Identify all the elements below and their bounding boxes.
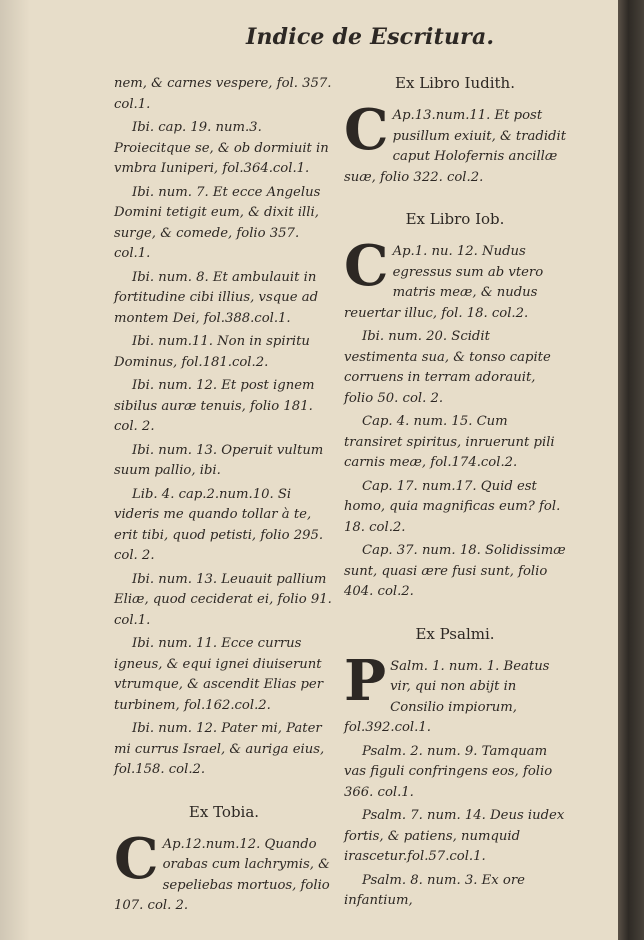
entry-text: Salm. 1. num. 1. Beatus vir, qui non abijt in Consilio impiorum, fol.392.col.1. bbox=[344, 658, 550, 735]
index-entry: nem, & carnes vespere, fol. 357. col.1. bbox=[114, 76, 332, 112]
drop-cap: C bbox=[114, 825, 159, 892]
index-entry: Ibi. num.11. Non in spiritu Dominus, fol.181.col.2. bbox=[114, 334, 310, 370]
index-entry-lead bbox=[344, 233, 566, 324]
index-entry: Ibi. num. 7. Et ecce Angelus Domini tetigit eum, & dixit illi, surge, & comede, folio 357. col.1. bbox=[114, 184, 321, 261]
index-entry: Psalm. 7. num. 14. Deus iudex fortis, & patiens, numquid irascetur.fol.57.col.1. bbox=[344, 808, 565, 864]
drop-cap: P bbox=[344, 647, 387, 714]
index-entry: Cap. 17. num.17. Quid est homo, quia magnificas eum? fol. 18. col.2. bbox=[344, 478, 561, 535]
index-entry-lead bbox=[114, 825, 334, 917]
index-entry: Cap. 37. num. 18. Solidissimæ sunt, quasi ære fusi sunt, folio 404. col.2. bbox=[344, 543, 566, 599]
right-column bbox=[344, 74, 566, 915]
index-entry: Ibi. num. 13. Operuit vultum suum pallio, ibi. bbox=[114, 442, 324, 478]
entry-text: Ap.13.num.11. Et post pusillum exiuit, & tradidit caput Holofernis ancillæ suæ, folio 322. col.2. bbox=[344, 108, 566, 185]
index-entry: Psalm. 2. num. 9. Tamquam vas figuli confringens eos, folio 366. col.1. bbox=[344, 743, 553, 800]
index-entry: Ibi. cap. 19. num.3. Proiecitque se, & ob dormiuit in vmbra Iuniperi, fol.364.col.1. bbox=[114, 120, 329, 176]
index-entry: Ibi. num. 12. Et post ignem sibilus auræ tenuis, folio 181. col. 2. bbox=[114, 378, 315, 434]
drop-cap: C bbox=[344, 233, 389, 299]
index-entry: Ibi. num. 12. Pater mi, Pater mi currus Israel, & auriga eius, fol.158. col.2. bbox=[114, 721, 325, 777]
index-entry: Psalm. 8. num. 3. Ex ore infantium, bbox=[344, 872, 525, 908]
drop-cap: C bbox=[344, 97, 389, 163]
index-entry: Ibi. num. 8. Et ambulauit in fortitudine cibi illius, vsque ad montem Dei, fol.388.col.1. bbox=[114, 269, 319, 326]
section-heading-psalmi: Ex Psalmi. bbox=[415, 624, 495, 643]
page-header: Indice de Escritura. bbox=[246, 24, 495, 50]
index-entry-lead bbox=[344, 97, 566, 188]
section-heading-iob: Ex Libro Iob. bbox=[405, 210, 505, 228]
entry-text: Ap.1. nu. 12. Nudus egressus sum ab vtero matris meæ, & nudus reuertar illuc, fol. 18. col.2. bbox=[344, 244, 544, 321]
entry-text: Ap.12.num.12. Quando orabas cum lachrymis, & sepeliebas mortuos, folio 107. col. 2. bbox=[114, 836, 330, 913]
section-heading-tobia: Ex Tobia. bbox=[188, 802, 260, 821]
book-gutter bbox=[618, 0, 644, 940]
left-column bbox=[114, 74, 334, 920]
index-entry: Ibi. num. 13. Leuauit pallium Eliæ, quod ceciderat ei, folio 91. col.1. bbox=[114, 571, 332, 628]
index-entry: Ibi. num. 11. Ecce currus igneus, & equi ignei diuiserunt vtrumque, & ascendit Elias per turbinem, fol.162.col.2. bbox=[114, 636, 324, 713]
index-entry: Ibi. num. 20. Scidit vestimenta sua, & tonso capite corruens in terram adorauit, folio 50. col. 2. bbox=[344, 329, 551, 406]
index-entry-lead bbox=[344, 647, 566, 739]
index-entry: Cap. 4. num. 15. Cum transiret spiritus, inruerunt pili carnis meæ, fol.174.col.2. bbox=[344, 414, 555, 470]
section-heading-judith: Ex Libro Iudith. bbox=[395, 74, 515, 92]
index-entry: Lib. 4. cap.2.num.10. Si videris me quando tollar à te, erit tibi, quod petisti, folio 295. col. 2. bbox=[114, 486, 324, 563]
page-fold-shadow bbox=[0, 0, 30, 940]
